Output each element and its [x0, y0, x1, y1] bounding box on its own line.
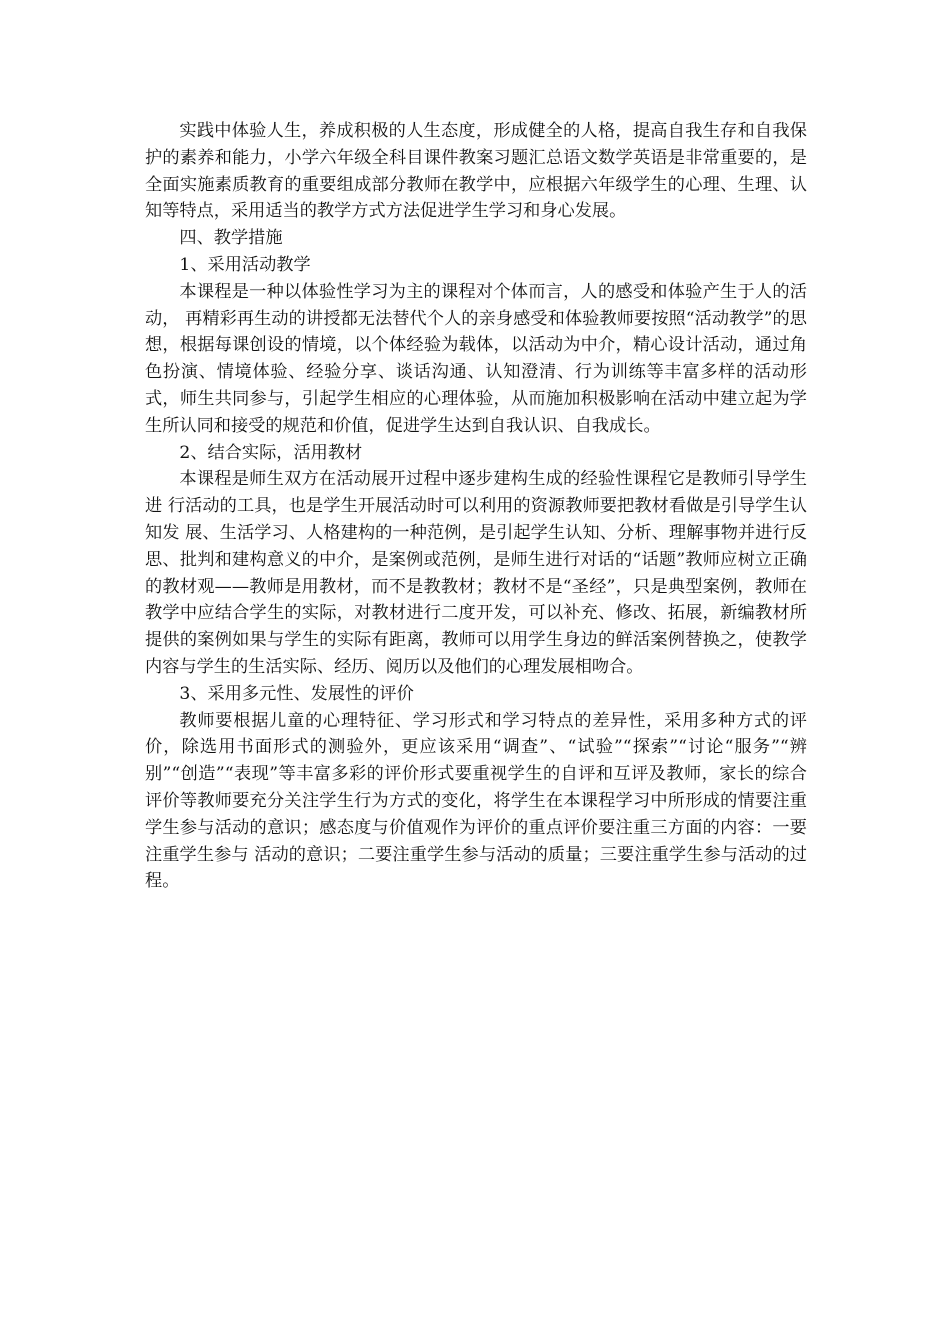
section-heading-teaching-measures: 四、教学措施: [179, 228, 283, 249]
paragraph-activity-teaching: 本课程是一种以体验性学习为主的课程对个体而言，人的感受和体验产生于人的活动， 再精彩再生动的讲授都无法替代个人的亲身感受和体验教师要按照“活动教学”的思想，根据每课创设的情境，以个体经验为载体，以活动为中介，精心设计活动，通过角色扮演、情境体验、经验分享、谈话沟通、认知澄清、行为训练等丰富多样的活动形式，师生共同参与，引起学生相应的心理体验，从而施加积极影响在活动中建立起为学生所认同和接受的规范和价值，促进学生达到自我认识、自我成长。: [145, 281, 807, 436]
paragraph-use-textbook: 本课程是师生双方在活动展开过程中逐步建构生成的经验性课程它是教师引导学生进 行活动的工具，也是学生开展活动时可以利用的资源教师要把教材看做是引导学生认知发 展、生活学习、人格建构的一种范例，是引起学生认知、分析、理解事物并进行反思、批判和建构意义的中介，是案例或范例，是师生进行对话的“话题”教师应树立正确的教材观——教师是用教材，而不是教教材；教材不是“圣经”，只是典型案例，教师在教学中应结合学生的实际，对教材进行二度开发，可以补充、修改、拓展，新编教材所提供的案例如果与学生的实际有距离，教师可以用学生身边的鲜活案例替换之，使教学内容与学生的生活实际、经历、阅历以及他们的心理发展相吻合。: [145, 469, 807, 677]
document-body: [145, 118, 807, 895]
paragraph-evaluation: 教师要根据儿童的心理特征、学习形式和学习特点的差异性，采用多种方式的评价，除选用书面形式的测验外，更应该采用“调查”、“试验”“探索”“讨论“服务”“辨别”“创造”“表现”等丰富多彩的评价形式要重视学生的自评和互评及教师，家长的综合评价等教师要充分关注学生行为方式的变化，将学生在本课程学习中所形成的情要注重学生参与活动的意识；感态度与价值观作为评价的重点评价要注重三方面的内容：一要注重学生参与 活动的意识；二要注重学生参与活动的质量；三要注重学生参与活动的过程。: [145, 710, 807, 892]
subheading-activity-teaching: 1、采用活动教学: [179, 254, 311, 275]
paragraph-intro: 实践中体验人生，养成积极的人生态度，形成健全的人格，提高自我生存和自我保护的素养和能力，小学六年级全科目课件教案习题汇总语文数学英语是非常重要的，是全面实施素质教育的重要组成部分教师在教学中，应根据六年级学生的心理、生理、认知等特点，采用适当的教学方式方法促进学生学习和身心发展。: [145, 121, 807, 222]
subheading-evaluation: 3、采用多元性、发展性的评价: [179, 683, 414, 704]
subheading-use-textbook: 2、结合实际，活用教材: [179, 442, 363, 463]
